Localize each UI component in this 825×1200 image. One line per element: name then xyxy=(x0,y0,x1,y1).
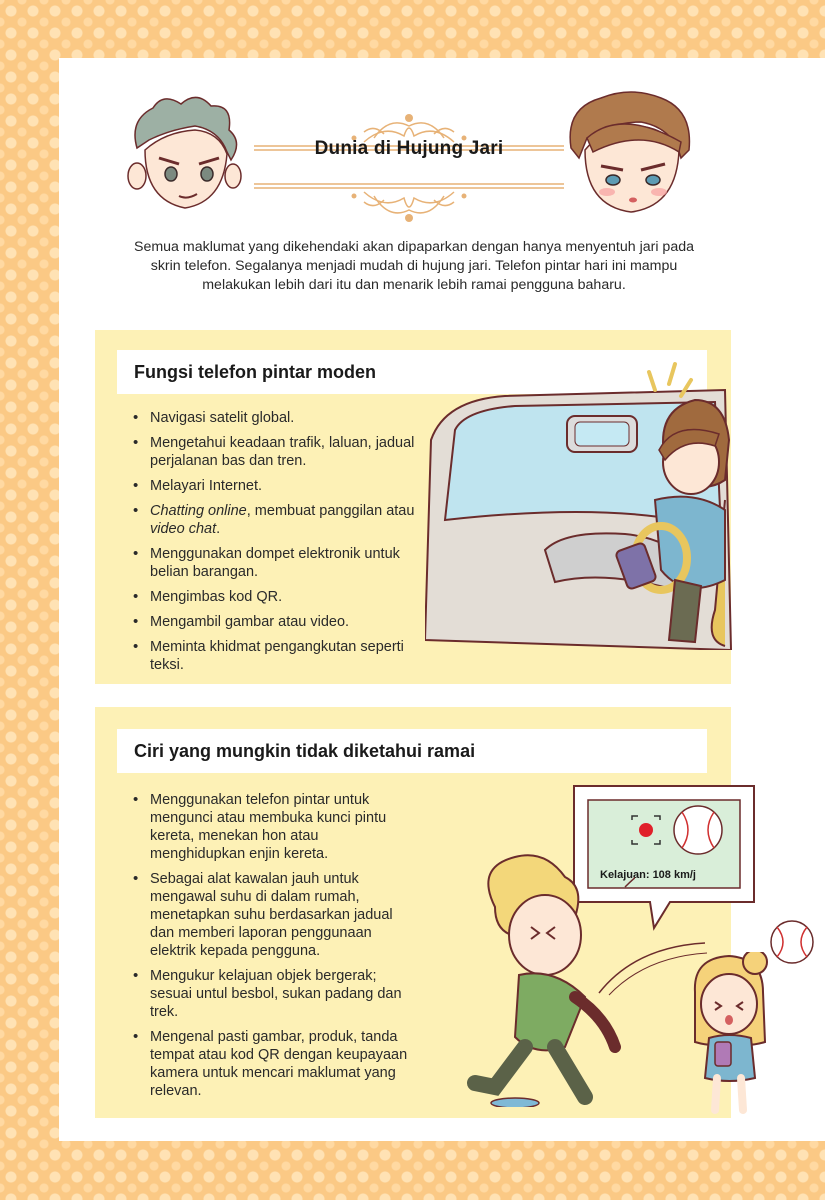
list-item: • Navigasi satelit global. xyxy=(131,409,431,427)
title-ornament-frame-icon xyxy=(244,98,574,238)
italic-term: video chat xyxy=(150,521,217,537)
page xyxy=(59,58,825,1141)
list-item: • Mengimbas kod QR. xyxy=(131,588,431,606)
list-item: • Mengambil gambar atau video. xyxy=(131,613,431,631)
list-item: • Mengenal pasti gambar, produk, tanda tempat atau kod QR dengan keupayaan kamera untuk mencari maklumat yang relevan. xyxy=(131,1028,416,1100)
brown-haired-boy-avatar-icon xyxy=(561,88,701,223)
boy-driving-car-illustration-icon xyxy=(425,350,735,650)
page-title: Dunia di Hujung Jari xyxy=(314,138,504,159)
section-heading: Ciri yang mungkin tidak diketahui ramai xyxy=(134,741,476,761)
list-item: • Mengetahui keadaan trafik, laluan, jadual perjalanan bas dan tren. xyxy=(131,434,431,470)
list-item: • Menggunakan telefon pintar untuk mengunci atau membuka kunci pintu kereta, menekan hon atau menghidupkan enjin kereta. xyxy=(131,791,416,863)
features-list xyxy=(131,791,416,1107)
functions-list xyxy=(131,409,431,681)
grey-haired-boy-avatar-icon xyxy=(119,90,249,220)
girl-with-phone-illustration-icon xyxy=(685,952,775,1122)
list-item: • Melayari Internet. xyxy=(131,477,431,495)
list-item: • Mengukur kelajuan objek bergerak; sesuai untul besbol, sukan padang dan trek. xyxy=(131,967,416,1021)
section-heading-bar xyxy=(117,729,707,773)
smartphone-functions-panel xyxy=(95,330,731,684)
list-item: • Meminta khidmat pengangkutan seperti teksi. xyxy=(131,638,431,674)
italic-term: Chatting online xyxy=(150,503,247,519)
list-item xyxy=(131,502,431,538)
speed-readout: Kelajuan: 108 km/j xyxy=(600,869,696,881)
hidden-features-panel xyxy=(95,707,731,1118)
list-item: • Sebagai alat kawalan jauh untuk mengawal suhu di dalam rumah, menetapkan suhu berdasarkan jadual dan memberi laporan penggunaan elektrik kepada pengguna. xyxy=(131,870,416,960)
section-heading: Fungsi telefon pintar moden xyxy=(134,362,376,382)
intro-paragraph: Semua maklumat yang dikehendaki akan dipaparkan dengan hanya menyentuh jari pada skrin telefon. Segalanya menjadi mudah di hujung jari. Telefon pintar hari ini mampu melakukan lebih dari itu dan menarik lebih ramai pengguna baharu. xyxy=(134,239,694,293)
item-text: , membuat panggilan atau xyxy=(246,503,415,519)
list-item: • Menggunakan dompet elektronik untuk belian barangan. xyxy=(131,545,431,581)
item-text: . xyxy=(216,521,221,537)
